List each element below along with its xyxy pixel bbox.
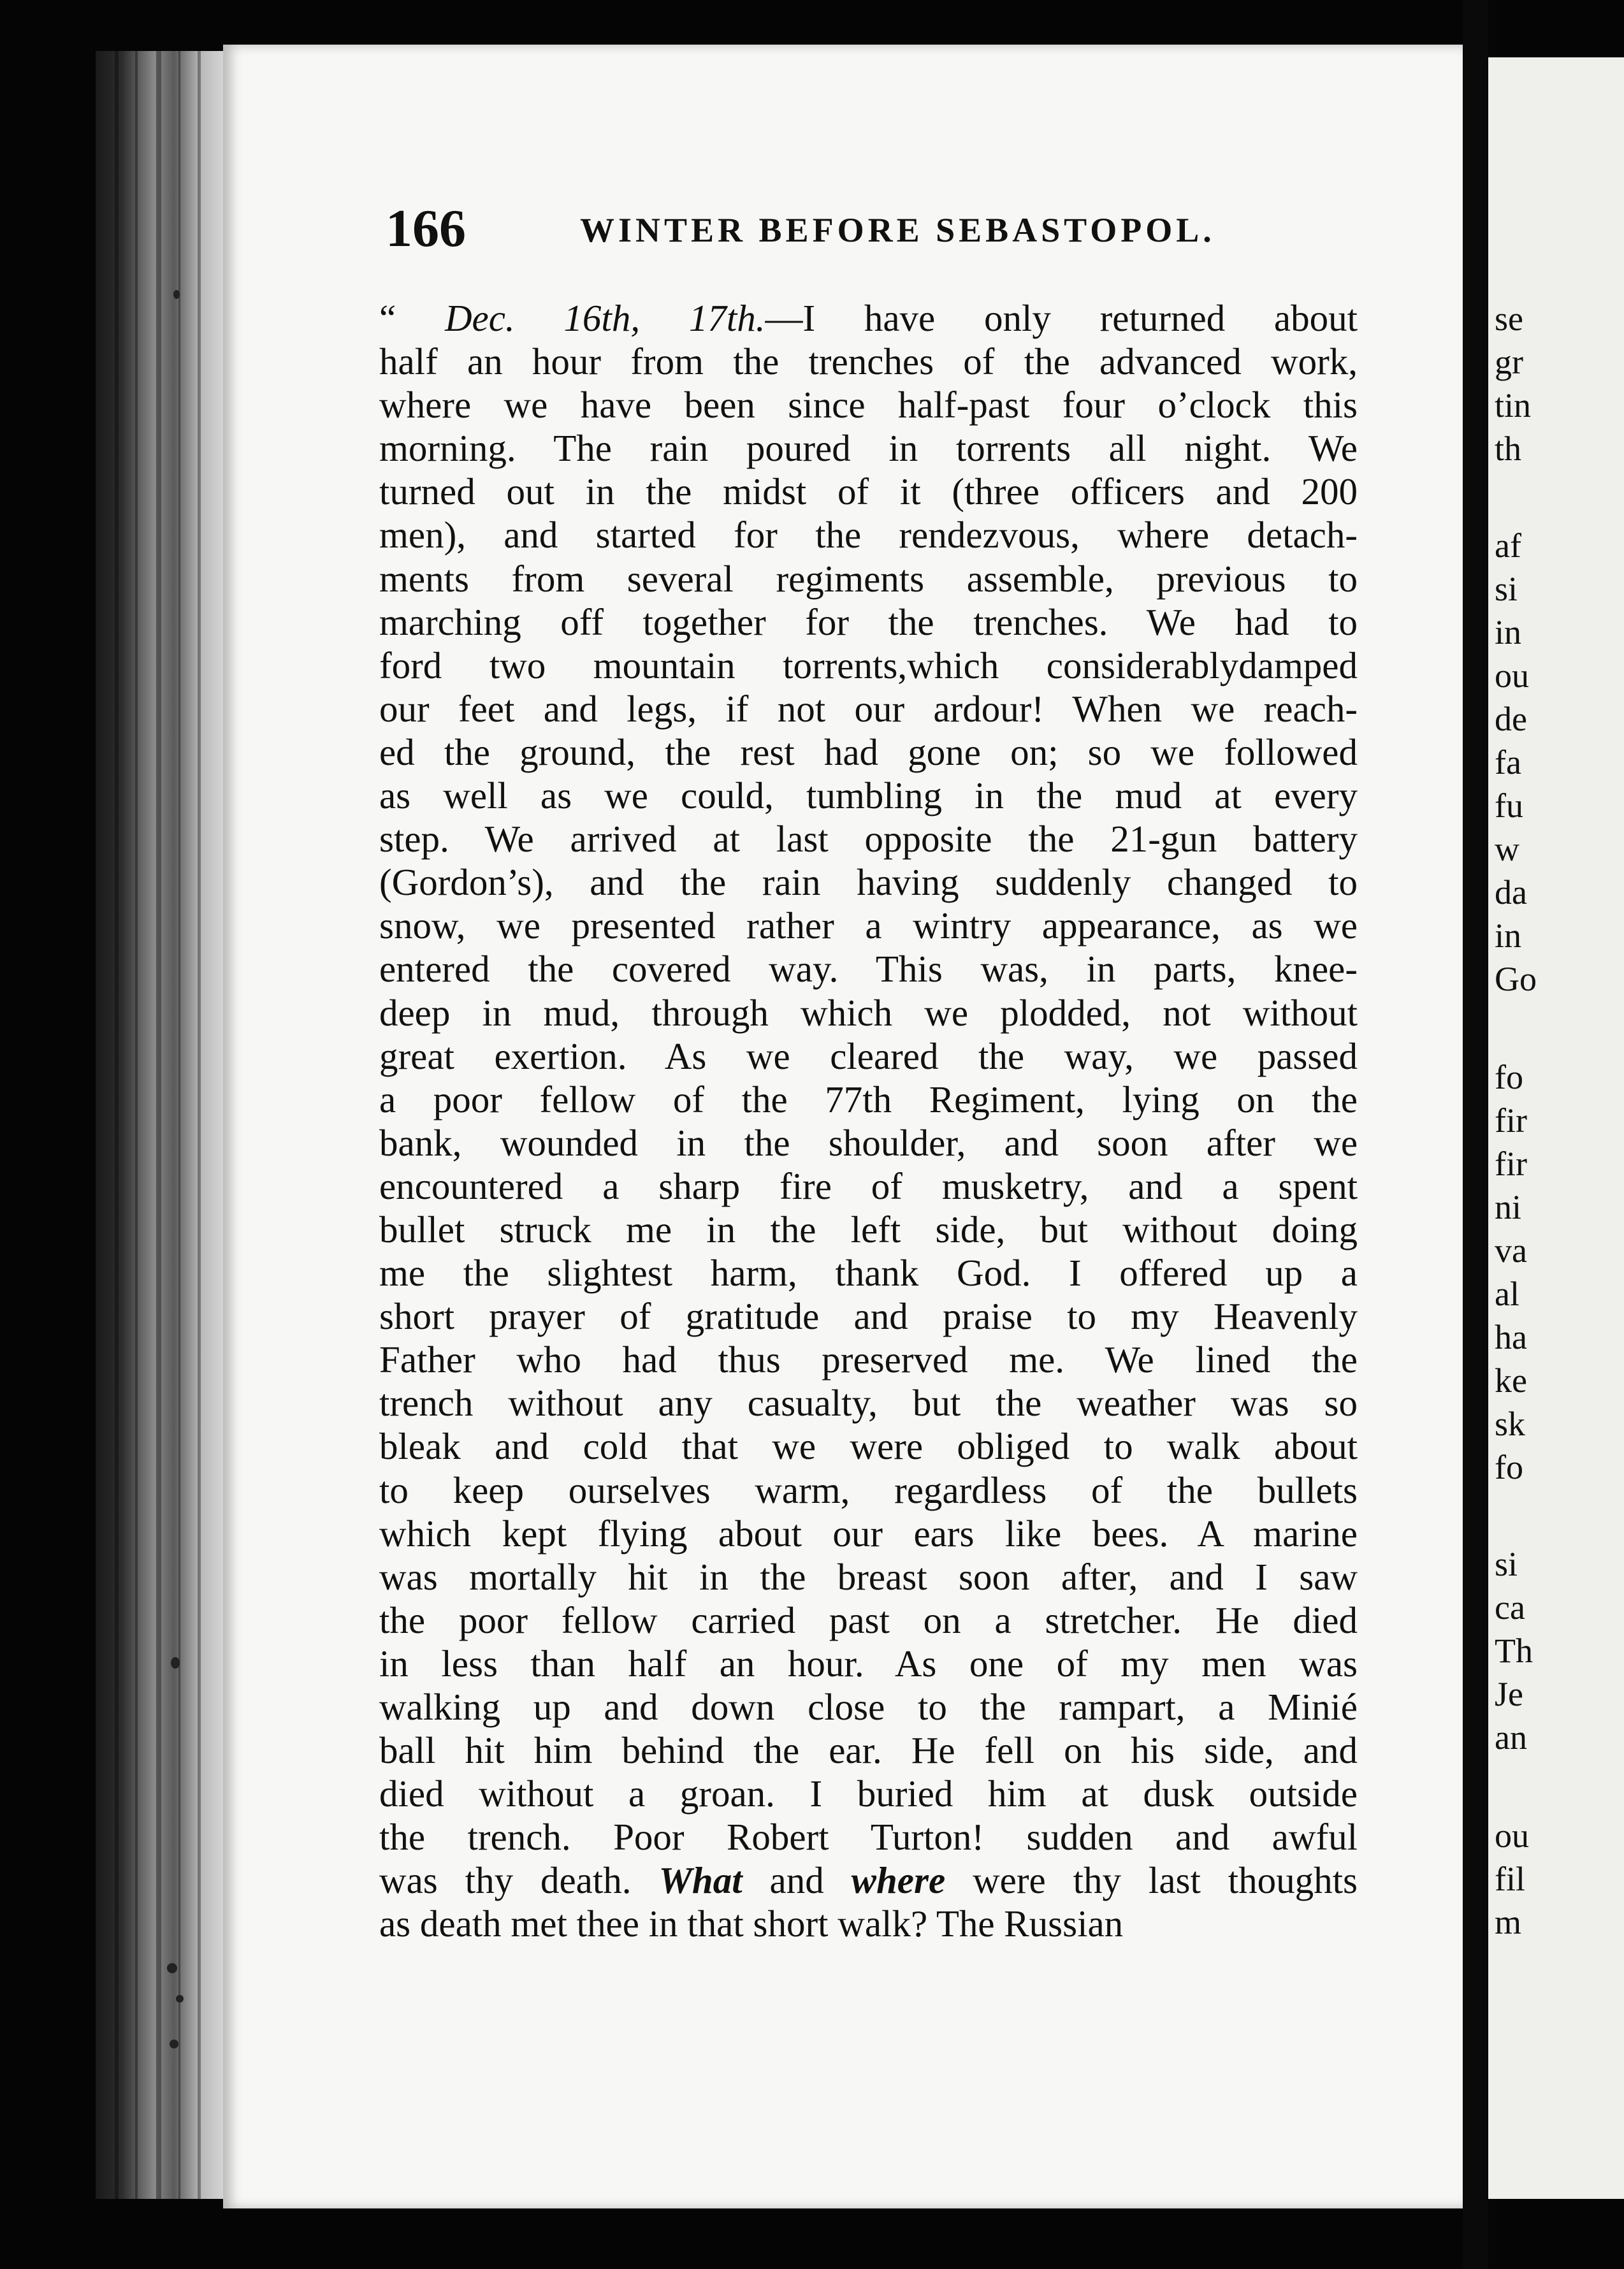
- text-line: which kept flying about our ears like bees. A marine: [379, 1512, 1358, 1555]
- text-line: bleak and cold that we were obliged to walk about: [379, 1425, 1358, 1468]
- facing-page-fragment: fir: [1495, 1145, 1527, 1183]
- facing-page-fragment: gr: [1495, 343, 1523, 381]
- text-line: morning. The rain poured in torrents all night. We: [379, 427, 1358, 470]
- facing-page-fragment: Go: [1495, 960, 1537, 998]
- text-line: walking up and down close to the rampart, a Minié: [379, 1686, 1358, 1728]
- text-line: men), and started for the rendezvous, where detach-: [379, 514, 1358, 556]
- facing-page-fragment: ke: [1495, 1361, 1527, 1400]
- text-line: half an hour from the trenches of the advanced work,: [379, 340, 1358, 383]
- body-text: [379, 296, 1358, 1946]
- text-line: “ Dec. 16th, 17th.—I have only returned about: [379, 297, 1358, 339]
- text-line: ball hit him behind the ear. He fell on his side, and: [379, 1729, 1358, 1772]
- facing-page-fragment: fil: [1495, 1860, 1525, 1898]
- text-line: Father who had thus preserved me. We lined the: [379, 1338, 1358, 1381]
- running-head: [386, 198, 1405, 268]
- text-line: ments from several regiments assemble, previous to: [379, 557, 1358, 600]
- text-line: snow, we presented rather a wintry appearance, as we: [379, 904, 1358, 947]
- facing-page-fragment: sk: [1495, 1405, 1526, 1443]
- ink-speck: [171, 1657, 180, 1669]
- facing-page-fragment: ca: [1495, 1588, 1525, 1627]
- text-line: great exertion. As we cleared the way, we passed: [379, 1034, 1358, 1077]
- text-line: marching off together for the trenches. We had to: [379, 600, 1358, 643]
- text-line: was thy death. What and where were thy last thoughts: [379, 1859, 1358, 1902]
- facing-page-fragment: ou: [1495, 656, 1529, 695]
- facing-page-fragment: de: [1495, 700, 1527, 738]
- facing-page-fragment: fa: [1495, 743, 1521, 781]
- page-gutter: [1463, 0, 1488, 2269]
- facing-page-fragment: al: [1495, 1275, 1519, 1313]
- text-line: in less than half an hour. As one of my men was: [379, 1642, 1358, 1685]
- text-line: the poor fellow carried past on a stretcher. He died: [379, 1598, 1358, 1641]
- facing-page-fragment: si: [1495, 1545, 1518, 1583]
- text-line: the trench. Poor Robert Turton! sudden and awful: [379, 1816, 1358, 1859]
- facing-page-fragment: se: [1495, 300, 1523, 338]
- text-line: as well as we could, tumbling in the mud at every: [379, 774, 1358, 817]
- facing-page-fragment: fo: [1495, 1058, 1523, 1096]
- facing-page-fragment: in: [1495, 917, 1522, 955]
- facing-page-fragment: ni: [1495, 1188, 1522, 1226]
- facing-page-fragment: da: [1495, 873, 1527, 911]
- facing-page-fragment: in: [1495, 613, 1522, 651]
- text-line: ed the ground, the rest had gone on; so we followed: [379, 730, 1358, 773]
- ink-speck: [173, 290, 180, 299]
- text-line: as death met thee in that short walk? The Russian: [379, 1903, 1124, 1945]
- book-spine-edge: [96, 51, 226, 2199]
- page-number: 166: [386, 199, 466, 258]
- text-line: me the slightest harm, thank God. I offered up a: [379, 1252, 1358, 1294]
- facing-page-fragment: fo: [1495, 1448, 1523, 1486]
- text-line: deep in mud, through which we plodded, not without: [379, 991, 1358, 1034]
- facing-page-fragment: Th: [1495, 1632, 1533, 1670]
- text-line: to keep ourselves warm, regardless of the bullets: [379, 1468, 1358, 1511]
- facing-page-fragment: fir: [1495, 1101, 1527, 1140]
- text-line: where we have been since half-past four o’clock this: [379, 384, 1358, 426]
- facing-page-fragment: tin: [1495, 386, 1532, 424]
- running-title: WINTER BEFORE SEBASTOPOL.: [580, 211, 1215, 249]
- text-line: died without a groan. I buried him at dusk outside: [379, 1772, 1358, 1815]
- facing-page-fragment: an: [1495, 1718, 1527, 1757]
- text-line: bullet struck me in the left side, but without doing: [379, 1208, 1358, 1250]
- text-line: bank, wounded in the shoulder, and soon after we: [379, 1121, 1358, 1164]
- facing-page-fragment: af: [1495, 526, 1521, 565]
- text-line: step. We arrived at last opposite the 21-gun battery: [379, 818, 1358, 860]
- text-line: encountered a sharp fire of musketry, and a spent: [379, 1164, 1358, 1207]
- facing-page-fragment: fu: [1495, 787, 1523, 825]
- book-page: [223, 45, 1463, 2208]
- facing-page-fragment: th: [1495, 430, 1522, 468]
- facing-page-fragment: va: [1495, 1231, 1527, 1270]
- text-line: ford two mountain torrents,which considerablydamped: [379, 644, 1358, 686]
- text-line: entered the covered way. This was, in parts, knee-: [379, 948, 1358, 990]
- ink-speck: [170, 2040, 178, 2048]
- facing-page-fragment: si: [1495, 570, 1518, 608]
- ink-speck: [167, 1963, 177, 1973]
- facing-page-fragment: ou: [1495, 1816, 1529, 1855]
- text-line: was mortally hit in the breast soon after, and I saw: [379, 1555, 1358, 1598]
- text-line: turned out in the midst of it (three officers and 200: [379, 470, 1358, 513]
- text-line: short prayer of gratitude and praise to my Heavenly: [379, 1295, 1358, 1338]
- ink-speck: [176, 1995, 184, 2003]
- facing-page-fragment: w: [1495, 830, 1519, 868]
- facing-page-fragment: Je: [1495, 1675, 1523, 1713]
- text-line: a poor fellow of the 77th Regiment, lying on the: [379, 1078, 1358, 1120]
- facing-page-fragment: ha: [1495, 1318, 1527, 1356]
- facing-page-fragment: m: [1495, 1903, 1522, 1941]
- text-line: trench without any casualty, but the weather was so: [379, 1382, 1358, 1424]
- text-line: (Gordon’s), and the rain having suddenly changed to: [379, 861, 1358, 904]
- text-line: our feet and legs, if not our ardour! When we reach-: [379, 687, 1358, 730]
